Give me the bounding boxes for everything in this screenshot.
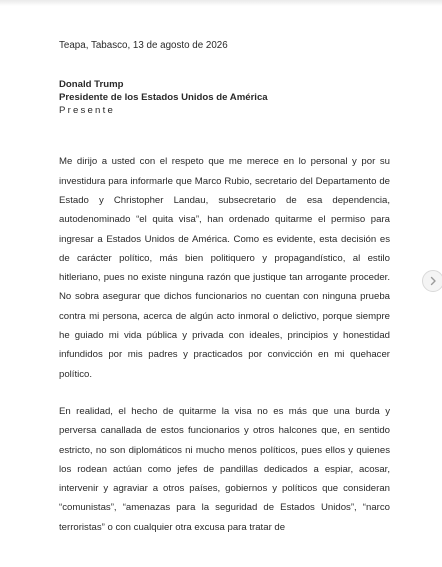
recipient-block — [59, 79, 390, 117]
salutation: Presente — [59, 104, 115, 116]
recipient-title: Presidente de los Estados Unidos de América — [59, 91, 268, 103]
paragraph-1: Me dirijo a usted con el respeto que me merece en lo personal y por su investidura para informarle que Marco Rubio, secretario del Departamento de Estado y Christopher Landau, subsecretario de esa dependencia, autodenominado “el quita visa”, han ordenado quitarme el permiso para ingresar a Estados Unidos de América. Como es evidente, esta decisión es de carácter político, más bien politiquero y propagandístico, al estilo hitleriano, pues no existe ninguna razón que justique tan arrogante proceder. No sobra asegurar que dichos funcionarios no cuentan con ninguna prueba contra mi persona, acerca de algún acto inmoral o delictivo, porque siempre he guiado mi vida pública y privada con ideales, principios y honestidad infundidos por mis padres y practicados por convicción en mi quehacer político. — [59, 156, 390, 380]
place-date: Teapa, Tabasco, 13 de agosto de 2026 — [59, 40, 228, 51]
chevron-right-icon — [428, 276, 438, 286]
recipient-name: Donald Trump — [59, 79, 124, 90]
letter-body — [59, 39, 390, 537]
page-top-edge — [0, 0, 442, 6]
next-page-button[interactable] — [422, 270, 442, 292]
paragraph-2: En realidad, el hecho de quitarme la visa no es más que una burda y perversa canallada de estos funcionarios y otros halcones que, en sentido estricto, no son diplomáticos ni mucho menos políticos, pues ellos y quienes los rodean actúan como jefes de pandillas dedicados a espiar, acosar, intervenir y agraviar a otros países, gobiernos y políticos que consideran “comunistas”, “amenazas para la seguridad de Estados Unidos”, “narco terroristas” o con cualquier otra excusa para tratar de — [59, 405, 390, 533]
